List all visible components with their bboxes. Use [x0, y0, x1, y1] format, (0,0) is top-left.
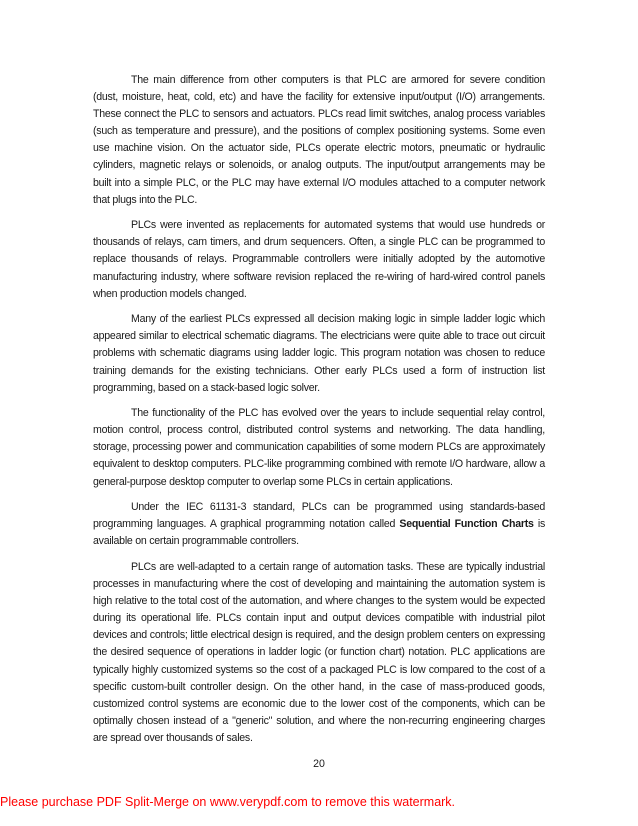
paragraph-automation-tasks: PLCs are well-adapted to a certain range of automation tasks. These are typically industrial processes in manufacturing where the cost of developing and maintaining the automation system is high relative to the total cost of the automation, and where changes to the system would be expected during its operational life. PLCs contain input and output devices compatible with industrial pilot devices and controls; little electrical design is required, and the design problem centers on expressing the desired sequence of operations in ladder logic (or function chart) notation. PLC applications are typically highly customized systems so the cost of a packaged PLC is low compared to the cost of a specific custom-built controller design. On the other hand, in the case of mass-produced goods, customized control systems are economic due to the lower cost of the components, which can be optimally chosen instead of a "generic" solution, and where the non-recurring engineering charges are spread over thousands of sales.	[93, 560, 545, 744]
paragraph-ladder-logic: Many of the earliest PLCs expressed all decision making logic in simple ladder logic which appeared similar to electrical schematic diagrams. The electricians were quite able to trace out circuit problems with schematic diagrams using ladder logic. This program notation was chosen to reduce training demands for the existing technicians. Other early PLCs used a form of instruction list programming, based on a stack-based logic solver.	[93, 313, 545, 394]
page-number: 20	[313, 758, 325, 770]
paragraph-plc-history: PLCs were invented as replacements for automated systems that would use hundreds or thousands of relays, cam timers, and drum sequencers. Often, a single PLC can be programmed to replace thousands of relays. Programmable controllers were initially adopted by the automotive manufacturing industry, where software revision replaced the re-wiring of hard-wired control panels when production models changed.	[93, 219, 545, 300]
paragraph-iec-standard	[93, 499, 545, 550]
document-body	[93, 72, 545, 755]
paragraph-plc-differences: The main difference from other computers is that PLC are armored for severe condition (dust, moisture, heat, cold, etc) and have the facility for extensive input/output (I/O) arrangements. These connect the PLC to sensors and actuators. PLCs read limit switches, analog process variables (such as temperature and pressure), and the positions of complex positioning systems. Some even use machine vision. On the actuator side, PLCs operate electric motors, pneumatic or hydraulic cylinders, magnetic relays or solenoids, or analog outputs. The input/output arrangements may be built into a simple PLC, or the PLC may have external I/O modules attached to a computer network that plugs into the PLC.	[93, 74, 545, 206]
paragraph-plc-functionality: The functionality of the PLC has evolved over the years to include sequential relay control, motion control, process control, distributed control systems and networking. The data handling, storage, processing power and communication capabilities of some modern PLCs are approximately equivalent to desktop computers. PLC-like programming combined with remote I/O hardware, allow a general-purpose desktop computer to overlap some PLCs in certain applications.	[93, 407, 545, 488]
iec-text-before: Under the IEC 61131-3 standard, PLCs can be programmed using standards-based programming languages. A graphical programming notation called	[93, 501, 545, 531]
iec-text-after: is available on certain programmable controllers.	[93, 518, 545, 548]
sequential-function-charts-term: Sequential Function Charts	[399, 518, 534, 531]
watermark-text: Please purchase PDF Split-Merge on www.verypdf.com to remove this watermark.	[0, 795, 456, 809]
